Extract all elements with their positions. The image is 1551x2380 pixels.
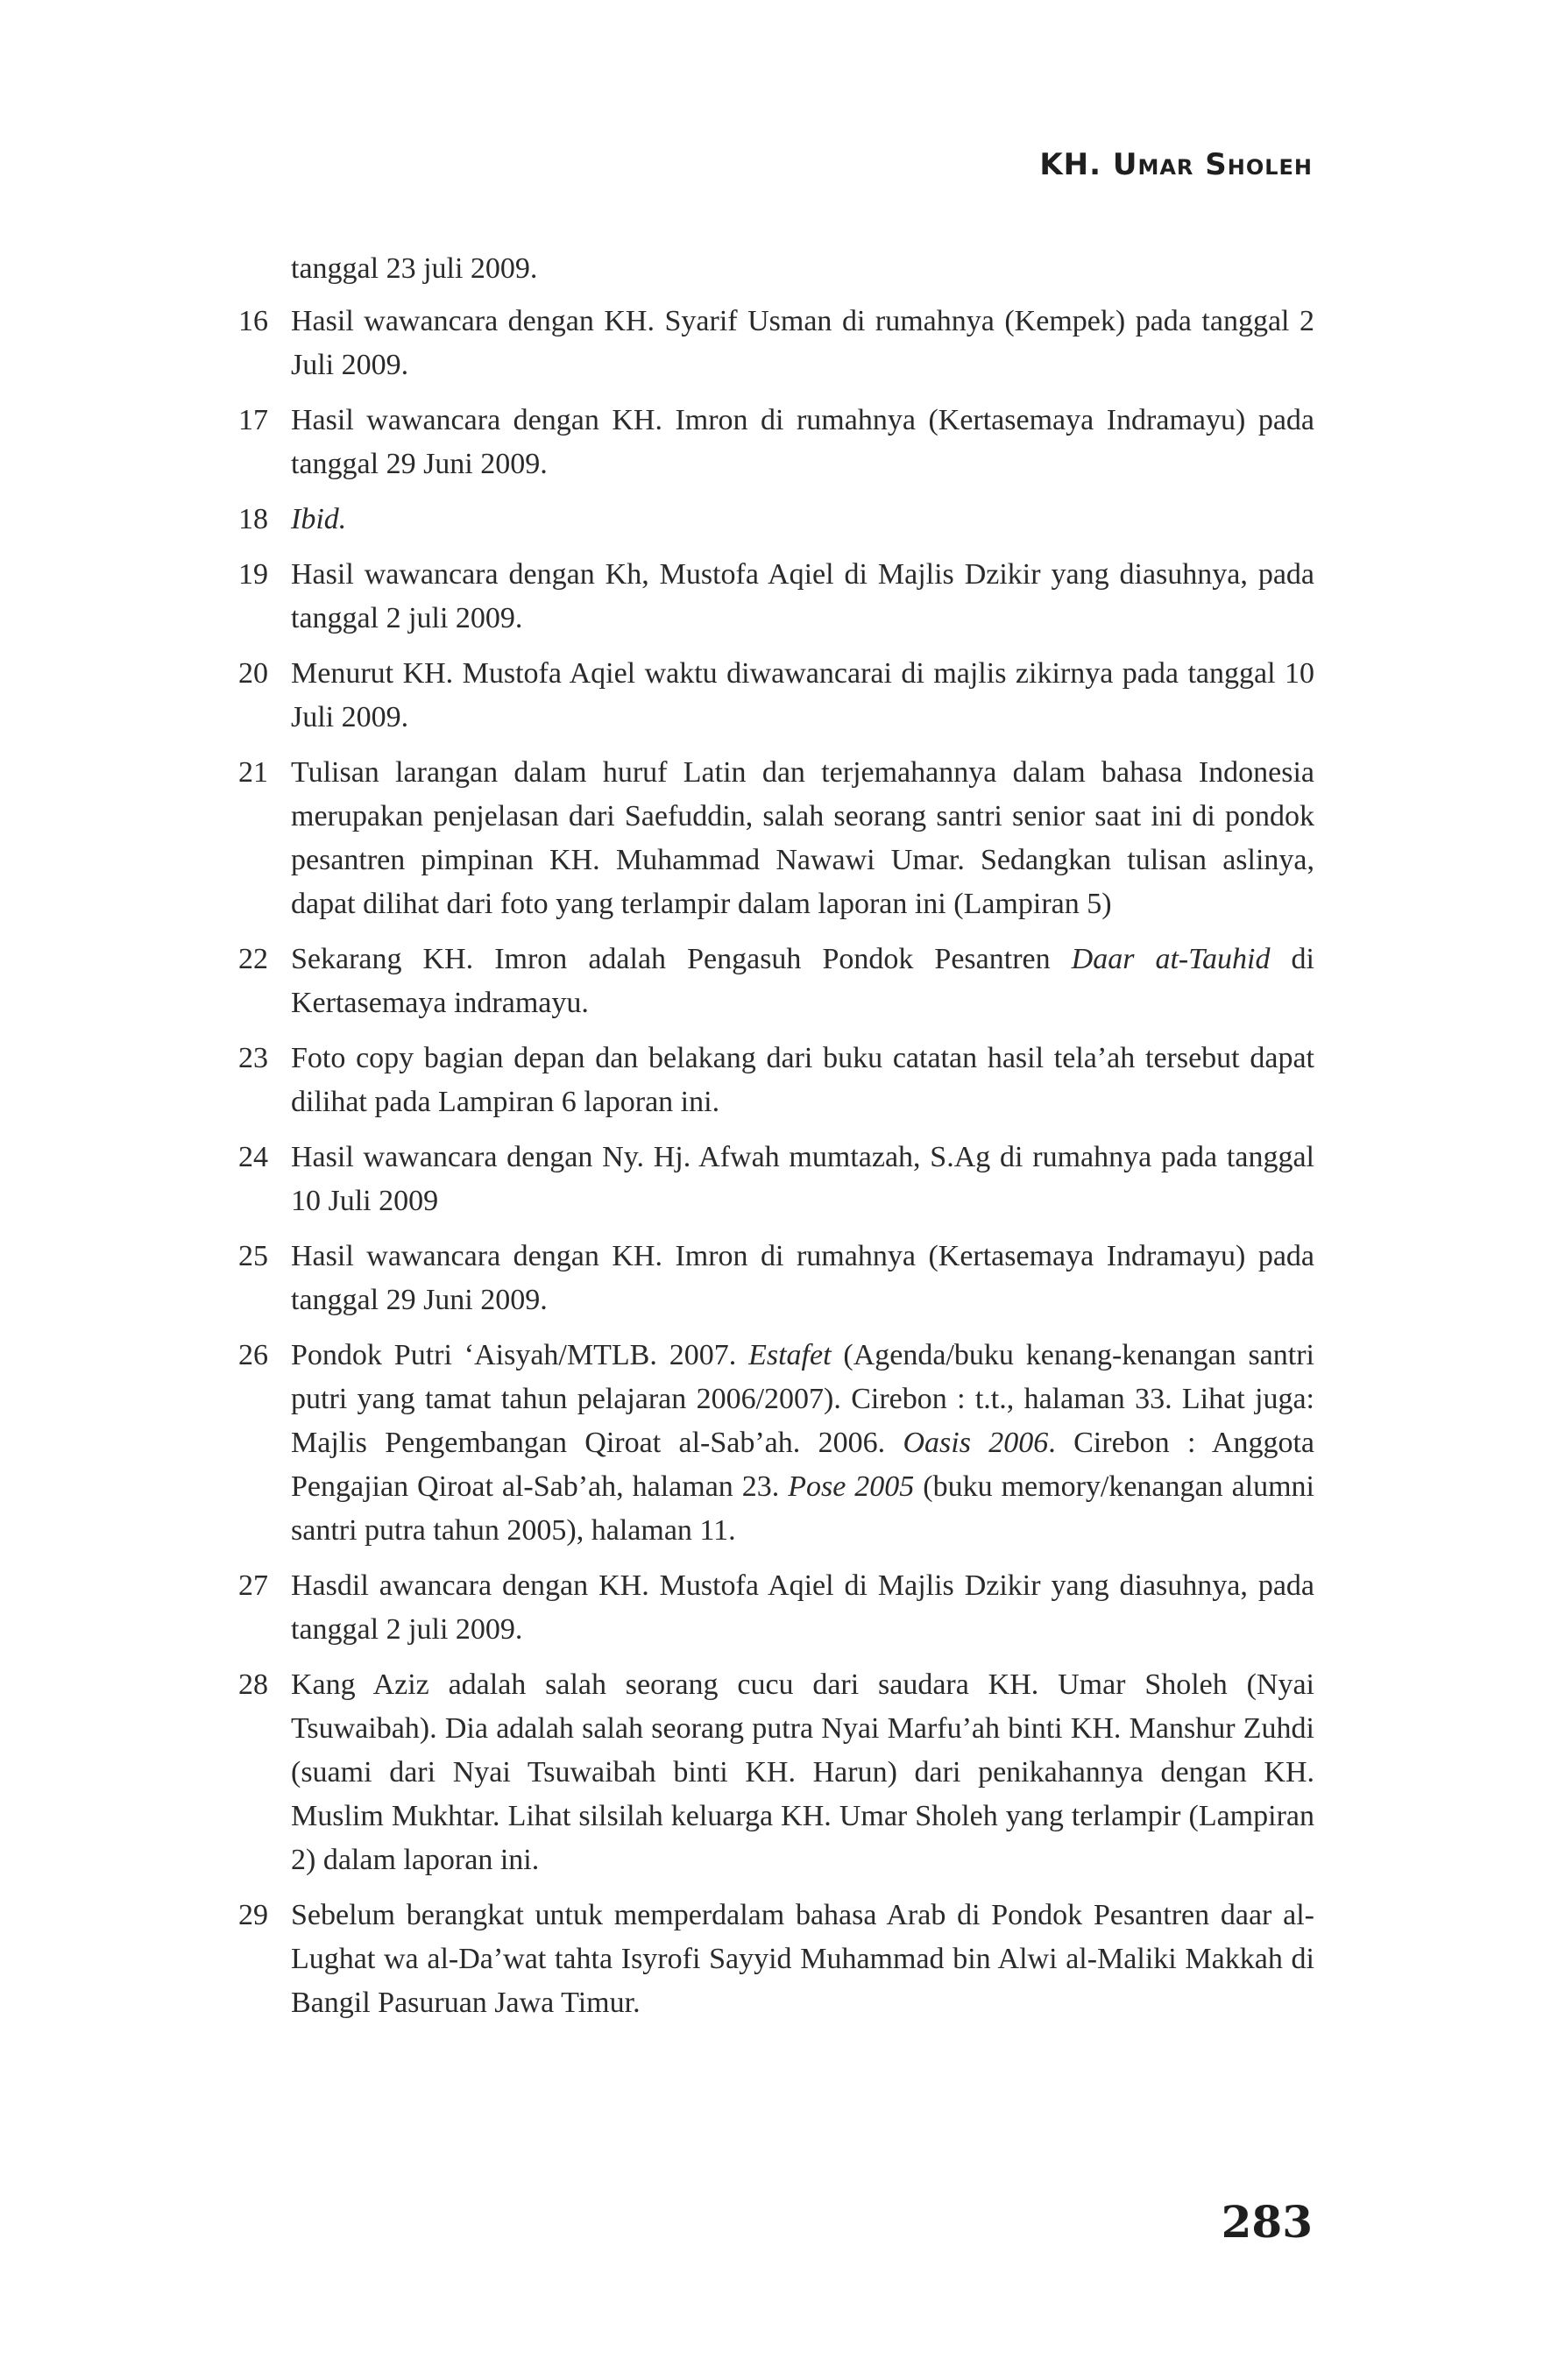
endnotes-list [238,247,1314,2036]
running-header: KH. Umar Sholeh [1039,147,1313,182]
endnote-number: 24 [238,1141,268,1173]
endnote-text [291,1136,1314,1223]
endnote-number: 27 [238,1569,268,1602]
endnote-text [291,1334,1314,1553]
italic-title: Daar at-Tauhid [1071,943,1271,975]
endnote-text [291,399,1314,486]
endnote-item [238,938,1314,1025]
endnote-item [238,751,1314,926]
text-run: Hasil wawancara dengan KH. Imron di rumahnya (Kertasemaya Indramayu) pada tanggal 29 Juni 2009. [291,1240,1314,1316]
text-run: Hasil wawancara dengan Ny. Hj. Afwah mumtazah, S.Ag di rumahnya pada tanggal 10 Juli 2009 [291,1141,1314,1217]
endnote-number: 16 [238,305,268,337]
endnote-text [291,1663,1314,1882]
endnote-text [291,1235,1314,1322]
endnote-text [291,300,1314,387]
endnote-number: 26 [238,1339,268,1371]
text-run: Hasil wawancara dengan KH. Imron di rumahnya (Kertasemaya Indramayu) pada tanggal 29 Juni 2009. [291,404,1314,480]
text-run: Hasdil awancara dengan KH. Mustofa Aqiel di Majlis Dzikir yang diasuhnya, pada tanggal 2 juli 2009. [291,1569,1314,1646]
text-run: di Kertasemaya indramayu. [291,943,1314,1019]
endnote-item [238,300,1314,387]
text-run: Kang Aziz adalah salah seorang cucu dari saudara KH. Umar Sholeh (Nyai Tsuwaibah). Dia adalah salah seorang putra Nyai Marfu’ah binti KH. Manshur Zuhdi (suami dari Nyai Tsuwaibah binti KH. Harun) dari penikahannya dengan KH. Muslim Mukhtar. Lihat silsilah keluarga KH. Umar Sholeh yang terlampir (Lampiran 2) dalam laporan ini. [291,1668,1314,1876]
endnote-item [238,652,1314,740]
endnote-number: 19 [238,558,268,591]
endnote-number: 18 [238,503,268,535]
text-run: Tulisan larangan dalam huruf Latin dan terjemahannya dalam bahasa Indonesia merupakan penjelasan dari Saefuddin, salah seorang santri senior saat ini di pondok pesantren pimpinan KH. Muhammad Nawawi Umar. Sedangkan tulisan aslinya, dapat dilihat dari foto yang terlampir dalam laporan ini (Lampiran 5) [291,756,1314,920]
text-run: Sebelum berangkat untuk memperdalam bahasa Arab di Pondok Pesantren daar al-Lughat wa al-Da’wat tahta Isyrofi Sayyid Muhammad bin Alwi al-Maliki Makkah di Bangil Pasuruan Jawa Timur. [291,1899,1314,2019]
endnote-number: 28 [238,1668,268,1701]
endnote-item [238,399,1314,486]
endnote-text [291,1564,1314,1652]
text-run: Hasil wawancara dengan KH. Syarif Usman di rumahnya (Kempek) pada tanggal 2 Juli 2009. [291,305,1314,381]
endnote-item [238,498,1314,542]
endnote-item [238,1663,1314,1882]
endnote-number: 22 [238,943,268,975]
italic-title: Pose 2005 [788,1470,915,1503]
endnote-item [238,1235,1314,1322]
endnote-number: 17 [238,404,268,436]
endnote-text [291,498,1314,542]
endnote-text [291,1037,1314,1124]
endnote-text [291,553,1314,641]
endnote-item [238,553,1314,641]
endnote-item [238,1564,1314,1652]
text-run: Hasil wawancara dengan Kh, Mustofa Aqiel di Majlis Dzikir yang diasuhnya, pada tanggal 2 juli 2009. [291,558,1314,634]
text-run: Pondok Putri ‘Aisyah/MTLB. 2007. [291,1339,749,1371]
text-run: Foto copy bagian depan dan belakang dari buku catatan hasil tela’ah tersebut dapat dilihat pada Lampiran 6 laporan ini. [291,1042,1314,1118]
continuation-text: tanggal 23 juli 2009. [291,252,538,285]
endnote-number: 20 [238,657,268,690]
endnote-text [291,938,1314,1025]
endnote-item [238,1334,1314,1553]
endnote-number: 23 [238,1042,268,1074]
page-number: 283 [1221,2196,1313,2248]
endnote-number: 25 [238,1240,268,1272]
italic-title: Estafet [748,1339,832,1371]
italic-title: Oasis 2006 [903,1427,1049,1459]
endnote-text [291,1894,1314,2025]
endnote-text [291,652,1314,740]
endnote-item [238,1037,1314,1124]
endnote-number: 21 [238,756,268,789]
text-run: Menurut KH. Mustofa Aqiel waktu diwawancarai di majlis zikirnya pada tanggal 10 Juli 2009. [291,657,1314,733]
endnote-number: 29 [238,1899,268,1931]
text-run: Sekarang KH. Imron adalah Pengasuh Pondok Pesantren [291,943,1072,975]
endnote-item [238,1136,1314,1223]
italic-title: Ibid. [291,503,347,535]
text-run: (buku memory/kenangan alumni santri putra tahun 2005), halaman 11. [291,1470,1315,1547]
text-run: . Cirebon : Anggota Pengajian Qiroat al-Sab’ah, halaman 23. [291,1427,1315,1503]
endnote-text [291,751,1314,926]
endnote-item [238,1894,1314,2025]
text-run: (Agenda/buku kenang-kenangan santri putri yang tamat tahun pelajaran 2006/2007). Cirebon : t.t., halaman 33. Lihat juga: Majlis Pengembangan Qiroat al-Sab’ah. 2006. [291,1339,1314,1459]
